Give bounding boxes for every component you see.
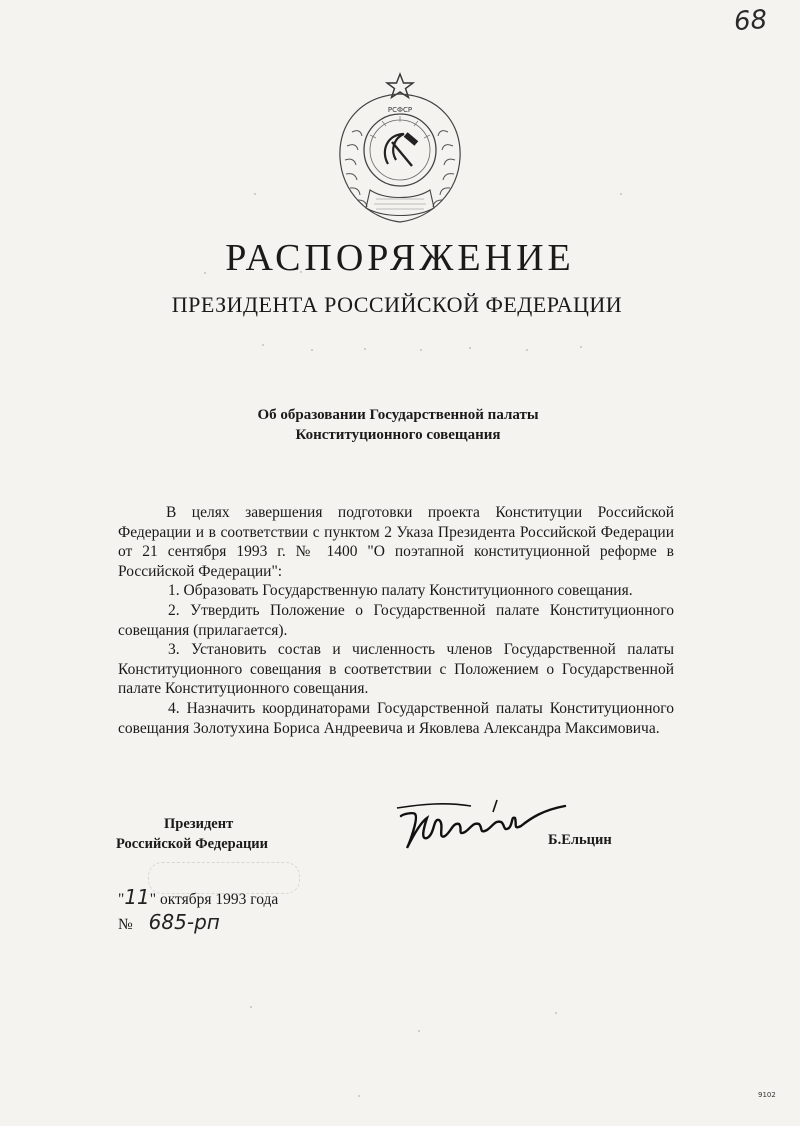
scan-speck (420, 349, 422, 351)
document-subtitle: ПРЕЗИДЕНТА РОССИЙСКОЙ ФЕДЕРАЦИИ (171, 292, 623, 317)
handwritten-day: 11 (124, 885, 150, 909)
position-line-1: Президент (164, 816, 234, 832)
archive-page-number: 68 (732, 4, 769, 38)
date-month-year: октября 1993 года (159, 891, 279, 908)
handwritten-signature (393, 788, 573, 858)
signatory-position (116, 814, 268, 854)
date-line (118, 886, 278, 911)
document-title: РАСПОРЯЖЕНИЕ (225, 237, 575, 279)
document-heading (0, 405, 796, 445)
position-line-2: Российской Федерации (116, 836, 269, 852)
heading-line-2: Конституционного совещания (295, 427, 501, 443)
scan-speck (418, 1030, 420, 1032)
scan-speck (555, 1012, 557, 1014)
scan-speck (250, 1006, 252, 1008)
scan-speck (364, 348, 366, 350)
signatory-name: Б.Ельцин (548, 832, 612, 848)
number-line (118, 911, 278, 936)
scan-speck (580, 346, 582, 348)
clause-3: 3. Установить состав и численность членов Государственной палаты Конституционного совещания в соответствии с Положением о Государственной палате Конституционного совещания. (118, 641, 674, 698)
clause-1: 1. Образовать Государственную палату Конституционного совещания. (168, 582, 633, 600)
clause-2: 2. Утвердить Положение о Государственной палате Конституционного совещания (прилагается). (118, 601, 674, 639)
date-quote-close: " (149, 891, 157, 908)
scan-speck (262, 344, 264, 346)
clause-4: 4. Назначить координаторами Государственной палаты Конституционного совещания Золотухина Бориса Андреевича и Яковлева Александра Максимовича. (118, 699, 674, 737)
heading-line-1: Об образовании Государственной палаты (257, 407, 539, 423)
scan-speck (311, 349, 313, 351)
handwritten-number: 685-рп (148, 910, 220, 934)
svg-text:РСФСР: РСФСР (387, 106, 413, 114)
document-body (118, 503, 674, 738)
footer-code: 9102 (758, 1091, 776, 1099)
scan-speck (526, 349, 528, 351)
preamble-paragraph: В целях завершения подготовки проекта Конституции Российской Федерации и в соответствии с пунктом 2 Указа Президента Российской Федерации от 21 сентября 1993 г. № 1400 "О поэтапной конституционной реформе в Российской Федерации": (118, 504, 674, 580)
date-quote-open: " (118, 891, 125, 908)
number-label: № (118, 916, 133, 933)
scan-speck (469, 347, 471, 349)
date-and-number (118, 886, 278, 936)
scan-speck (620, 193, 622, 195)
scan-speck (358, 1095, 360, 1097)
rsfsr-coat-of-arms-icon (330, 72, 470, 230)
scan-speck (254, 193, 256, 195)
